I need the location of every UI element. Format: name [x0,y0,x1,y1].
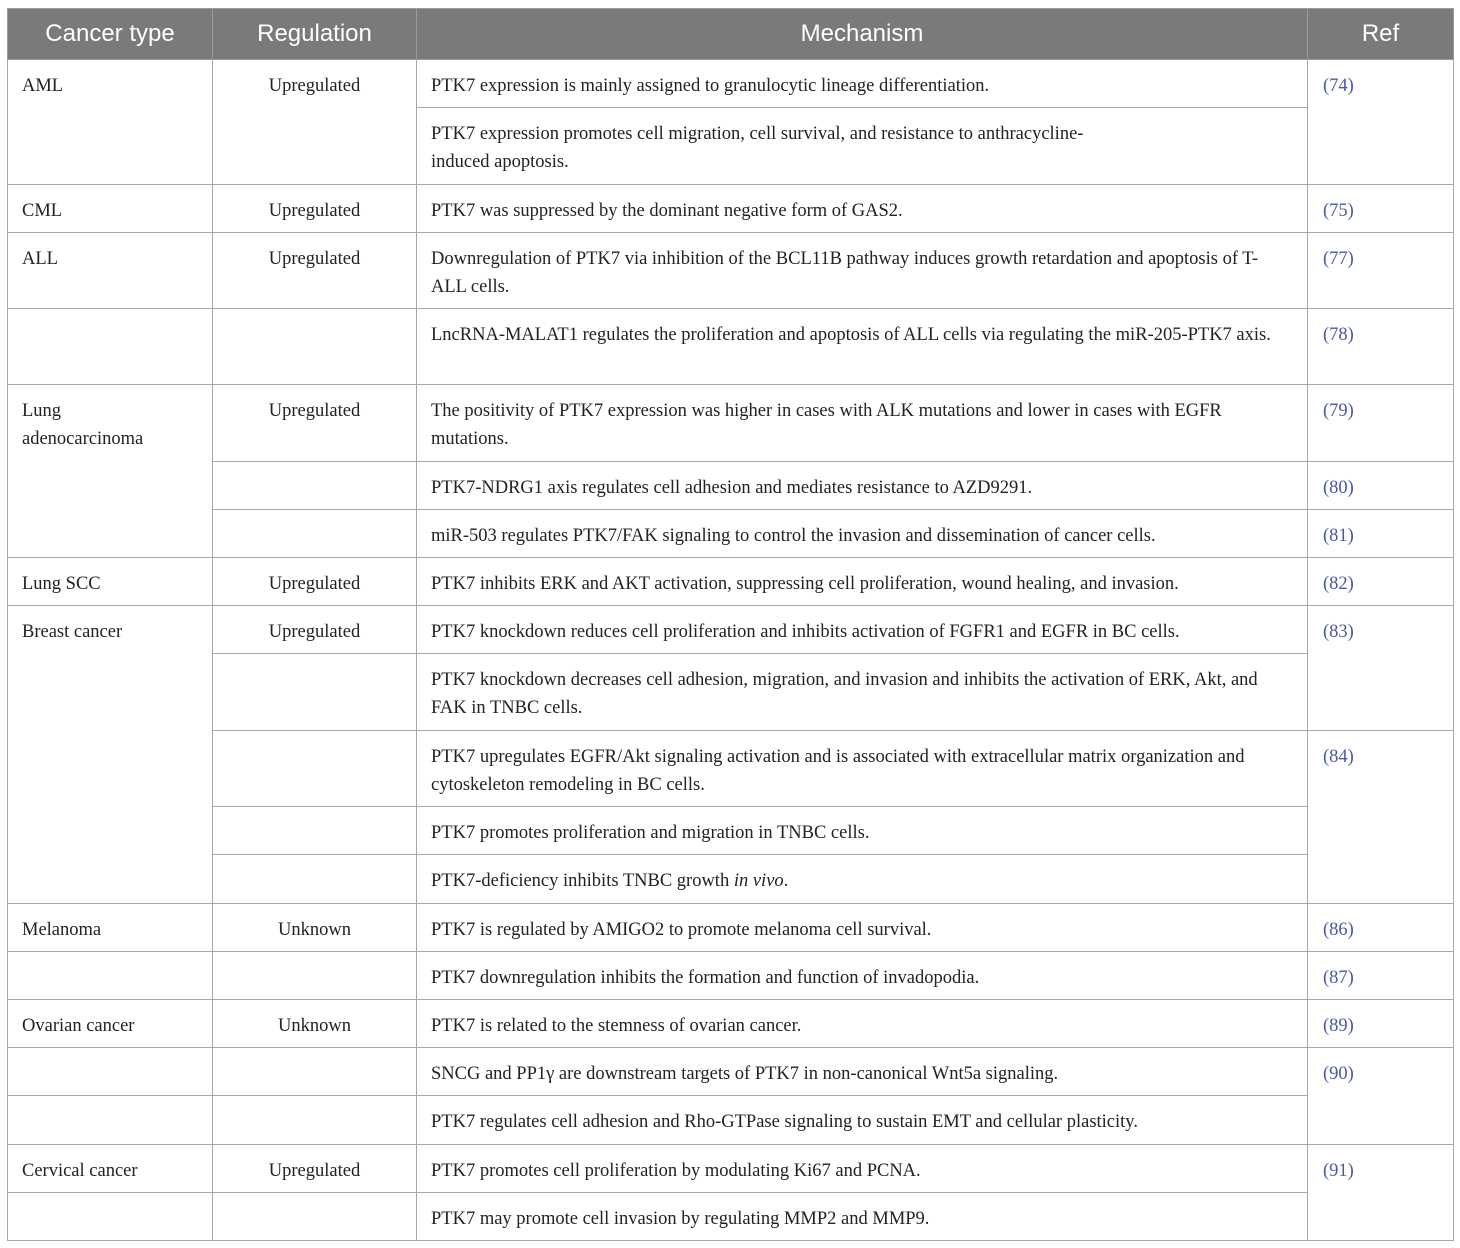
table-row [8,1144,1454,1192]
regulation-cell: Unknown [213,903,417,951]
mechanism-cell: PTK7 promotes proliferation and migration in TNBC cells. [417,807,1308,855]
mechanism-cell: PTK7-NDRG1 axis regulates cell adhesion and mediates resistance to AZD9291. [417,461,1308,509]
ref-cell [1308,606,1454,731]
table-row [8,509,1454,557]
regulation-cell: Upregulated [213,385,417,461]
ref-link[interactable]: (87) [1323,967,1354,988]
mechanism-cell: PTK7 downregulation inhibits the formation and function of invadopodia. [417,951,1308,999]
ref-cell [1308,951,1454,999]
cancer-type-cell [8,309,213,385]
cancer-type-cell [8,1096,213,1144]
ref-cell [1308,509,1454,557]
mechanism-text: . [783,871,789,892]
ref-link[interactable]: (74) [1323,76,1354,96]
header-cancer-type: Cancer type [8,9,213,60]
regulation-cell [213,461,417,509]
ref-link[interactable]: (84) [1323,746,1354,767]
ref-link[interactable]: (89) [1323,1015,1354,1036]
ref-cell [1308,184,1454,232]
ref-link[interactable]: (78) [1323,325,1354,346]
regulation-cell [213,855,417,903]
ref-link[interactable]: (81) [1323,525,1354,546]
mechanism-cell: PTK7 knockdown decreases cell adhesion, migration, and invasion and inhibits the activation of ERK, Akt, and FAK in TNBC cells. [417,654,1308,730]
table-row [8,558,1454,606]
mechanism-cell: PTK7 is related to the stemness of ovarian cancer. [417,999,1308,1047]
mechanism-cell: PTK7 inhibits ERK and AKT activation, suppressing cell proliferation, wound healing, and invasion. [417,558,1308,606]
regulation-cell [213,1192,417,1240]
mechanism-cell: PTK7 regulates cell adhesion and Rho-GTPase signaling to sustain EMT and cellular plasticity. [417,1096,1308,1144]
ref-cell [1308,385,1454,461]
ref-link[interactable]: (83) [1323,622,1354,643]
cancer-type-cell: Ovarian cancer [8,999,213,1047]
table-row [8,999,1454,1047]
table-row [8,1096,1454,1144]
mechanism-cell [417,855,1308,903]
table-row [8,855,1454,903]
mechanism-cell: PTK7 knockdown reduces cell proliferation and inhibits activation of FGFR1 and EGFR in BC cells. [417,606,1308,654]
mechanism-cell: PTK7 upregulates EGFR/Akt signaling activation and is associated with extracellular matrix organization and cytoskeleton remodeling in BC cells. [417,730,1308,806]
table-row [8,1048,1454,1096]
regulation-cell [213,509,417,557]
regulation-cell: Upregulated [213,1144,417,1192]
ref-link[interactable]: (90) [1323,1064,1354,1085]
regulation-cell [213,654,417,730]
cancer-type-cell: CML [8,184,213,232]
cancer-mechanism-table [7,8,1454,1241]
ref-cell [1308,1048,1454,1144]
header-regulation: Regulation [213,9,417,60]
table-row [8,654,1454,730]
mechanism-cell: PTK7 may promote cell invasion by regulating MMP2 and MMP9. [417,1192,1308,1240]
table-row [8,60,1454,108]
regulation-cell [213,807,417,855]
ref-link[interactable]: (91) [1323,1160,1354,1181]
regulation-cell: Unknown [213,999,417,1047]
cancer-type-cell: Lung adenocarcinoma [8,385,213,558]
mechanism-italic-text: in vivo [733,871,784,892]
mechanism-cell: PTK7 was suppressed by the dominant negative form of GAS2. [417,184,1308,232]
ref-link[interactable]: (75) [1323,200,1354,221]
cancer-type-cell [8,1192,213,1240]
cancer-type-cell [8,1048,213,1096]
table-row [8,309,1454,385]
ref-cell [1308,999,1454,1047]
regulation-cell: Upregulated [213,606,417,654]
mechanism-cell: LncRNA-MALAT1 regulates the proliferation and apoptosis of ALL cells via regulating the miR-205-PTK7 axis. [417,309,1308,385]
ref-cell [1308,903,1454,951]
regulation-cell [213,1048,417,1096]
ref-link[interactable]: (86) [1323,919,1354,940]
cancer-type-cell: AML [8,60,213,185]
mechanism-cell: Downregulation of PTK7 via inhibition of the BCL11B pathway induces growth retardation and apoptosis of T-ALL cells. [417,232,1308,308]
ref-link[interactable]: (82) [1323,574,1354,595]
mechanism-cell: miR-503 regulates PTK7/FAK signaling to control the invasion and dissemination of cancer cells. [417,509,1308,557]
table-row [8,184,1454,232]
cancer-type-cell: Cervical cancer [8,1144,213,1192]
header-mechanism: Mechanism [417,9,1308,60]
ref-cell [1308,558,1454,606]
table-row [8,951,1454,999]
ref-link[interactable]: (80) [1323,477,1354,498]
regulation-cell [213,309,417,385]
regulation-cell [213,1096,417,1144]
mechanism-text: PTK7-deficiency inhibits TNBC growth [431,871,734,892]
header-ref: Ref [1308,9,1454,60]
mechanism-cell: PTK7 promotes cell proliferation by modulating Ki67 and PCNA. [417,1144,1308,1192]
mechanism-cell: SNCG and PP1γ are downstream targets of PTK7 in non-canonical Wnt5a signaling. [417,1048,1308,1096]
ref-cell [1308,730,1454,903]
regulation-cell: Upregulated [213,60,417,185]
mechanism-cell: The positivity of PTK7 expression was higher in cases with ALK mutations and lower in cases with EGFR mutations. [417,385,1308,461]
regulation-cell [213,730,417,806]
cancer-type-cell [8,951,213,999]
ref-link[interactable]: (79) [1323,401,1354,422]
ref-cell [1308,309,1454,385]
regulation-cell: Upregulated [213,558,417,606]
cancer-type-cell: Melanoma [8,903,213,951]
cancer-type-cell: Breast cancer [8,606,213,903]
table-row [8,232,1454,308]
table-row [8,1192,1454,1240]
table-row [8,461,1454,509]
table-row [8,730,1454,806]
regulation-cell: Upregulated [213,232,417,308]
regulation-cell: Upregulated [213,184,417,232]
table-row [8,606,1454,654]
cancer-type-cell: Lung SCC [8,558,213,606]
ref-cell [1308,461,1454,509]
cancer-type-cell: ALL [8,232,213,308]
regulation-cell [213,951,417,999]
mechanism-cell: PTK7 expression is mainly assigned to granulocytic lineage differentiation. [417,60,1308,108]
mechanism-cell: PTK7 expression promotes cell migration, cell survival, and resistance to anthracycline- induced apoptosis. [417,108,1308,184]
ref-cell [1308,232,1454,308]
header-row [8,9,1454,60]
ref-cell [1308,1144,1454,1240]
ref-link[interactable]: (77) [1323,248,1354,269]
mechanism-cell: PTK7 is regulated by AMIGO2 to promote melanoma cell survival. [417,903,1308,951]
table-row [8,903,1454,951]
ref-cell [1308,60,1454,185]
table-row [8,385,1454,461]
table-row [8,807,1454,855]
